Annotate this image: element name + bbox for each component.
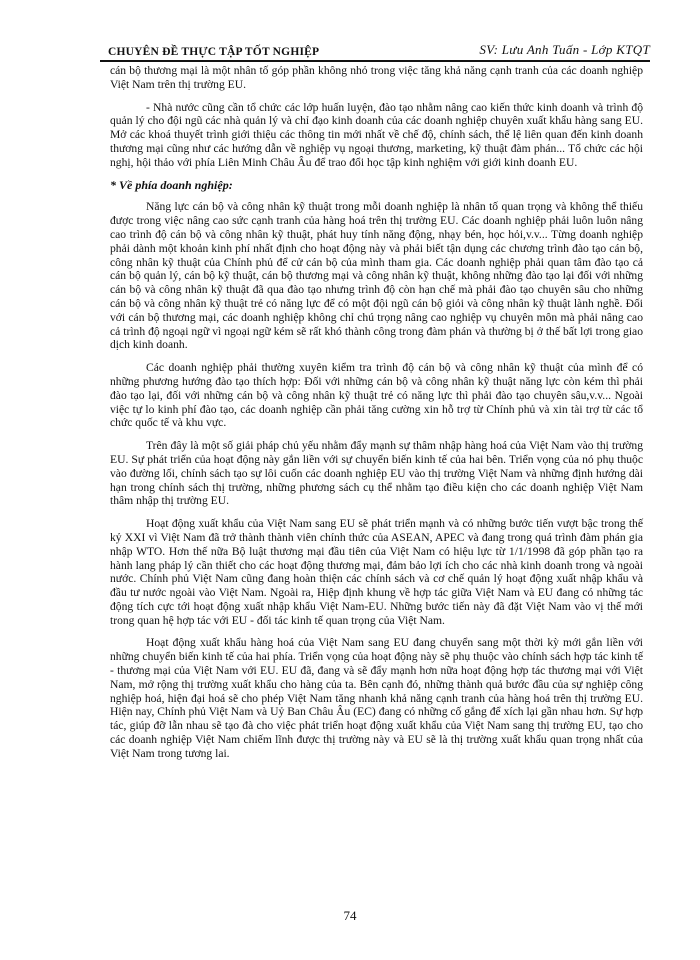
header-author: SV: Lưu Anh Tuấn - Lớp KTQT — [479, 42, 650, 57]
paragraph-4: Các doanh nghiệp phải thường xuyên kiểm tra trình độ cán bộ và công nhân kỹ thuật của mình để có những phương hướng đào tạo thích hợp: Đối với những cán bộ và công nhân kỹ thuật năng lực còn kém thì phải đào tạo lại, đối với những cán bộ và công nhân kỹ thuật trẻ có năng lực thì phải đào tạo chuyên sâu,v.v... Ngoài việc tự lo kinh phí đào tạo, các doanh nghiệp cần phải tăng cường xin hỗ trợ từ Chính phủ và xin tài trợ từ các tổ chức quốc tế và khu vực. — [110, 361, 643, 430]
paragraph-1: cán bộ thương mại là một nhân tố góp phần không nhỏ trong việc tăng khả năng cạnh tranh của các doanh nghiệp Việt Nam trên thị trường EU. — [110, 64, 643, 91]
paragraph-5: Trên đây là một số giải pháp chủ yếu nhằm đẩy mạnh sự thâm nhập hàng hoá của Việt Nam vào thị trường EU. Sự phát triển của hoạt động này gắn liền với sự chuyển biến kinh tế của hai bên. Triển vọng của nó phụ thuộc vào đường lối, chính sách tạo sự lôi cuốn các doanh nghiệp EU vào thị trường Việt Nam và những định hướng dài hạn trong chính sách thị trường, những phương sách cụ thể nhằm tạo điều kiện cho các doanh nghiệp Việt Nam thâm nhập thị trường EU. — [110, 439, 643, 508]
paragraph-2: - Nhà nước cũng cần tổ chức các lớp huấn luyện, đào tạo nhằm nâng cao kiến thức kinh doanh và trình độ quản lý cho đội ngũ các nhà quản lý và chỉ đạo kinh doanh của các doanh nghiệp chuyên xuất khẩu hàng sang EU. Mở các khoá thuyết trình giới thiệu các thông tin mới nhất về chế độ, chính sách, thể lệ liên quan đến kinh doanh thương mại cũng như các hướng dẫn về nghiệp vụ ngoại thương, marketing, kỹ thuật đàm phán... Tổ chức các hội nghị, hội thảo với phía Liên Minh Châu Âu để trao đổi học tập kinh nghiệm với giới kinh doanh EU. — [110, 100, 643, 169]
page-body — [110, 64, 643, 770]
header-title: CHUYÊN ĐỀ THỰC TẬP TỐT NGHIỆP — [108, 46, 320, 58]
page-header — [100, 38, 650, 62]
page-number: 74 — [343, 908, 357, 923]
paragraph-3: Năng lực cán bộ và công nhân kỹ thuật trong mỗi doanh nghiệp là nhân tố quan trọng và không thể thiếu được trong việc nâng cao sức cạnh tranh của hàng hoá trên thị trường EU. Các doanh nghiệp phải luôn luôn nâng cao trình độ cán bộ và công nhân kỹ thuật, phát huy tính năng động, nhạy bén, học hỏi,v.v... Từng doanh nghiệp phải dành một khoản kinh phí nhất định cho hoạt động này và phải biết tận dụng các chương trình đào tạo cán bộ, công nhân kỹ thuật của Chính phủ để cử cán bộ của mình tham gia. Các doanh nghiệp phải quan tâm đào tạo cả cán bộ quản lý, cán bộ kỹ thuật, cán bộ thương mại và công nhân kỹ thuật, không những đào tạo lại đối với những cán bộ và công nhân kỹ thuật đã qua đào tạo nhưng trình độ còn hạn chế mà phải đào tạo chuyên sâu cho những cán bộ và công nhân kỹ thuật trẻ có năng lực để có một đội ngũ cán bộ giỏi và công nhân kỹ thuật lành nghề. Đối với cán bộ thương mại, các doanh nghiệp không chỉ chú trọng nâng cao nghiệp vụ chuyên môn mà phải nâng cao cả trình độ ngoại ngữ vì ngoại ngữ kém sẽ rất khó thành công trong đàm phán và thường bị ở thế bất lợi trong giao dịch kinh doanh. — [110, 200, 643, 352]
paragraph-6: Hoạt động xuất khẩu của Việt Nam sang EU sẽ phát triển mạnh và có những bước tiến vượt bậc trong thế kỷ XXI vì Việt Nam đã trở thành thành viên chính thức của ASEAN, APEC và đang trong quá trình đàm phán gia nhập WTO. Hơn thế nữa Bộ luật thương mại đầu tiên của Việt Nam có hiệu lực từ 1/1/1998 đã góp phần tạo ra hành lang pháp lý cần thiết cho các hoạt động thương mại, đảm bảo lợi ích cho các nhà kinh doanh trong và ngoài nước. Chính phủ Việt Nam cũng đang hoàn thiện các chính sách và cơ chế quản lý hoạt động xuất nhập khẩu và đầu tư nước ngoài vào Việt Nam. Ngoài ra, Hiệp định khung về hợp tác giữa Việt Nam và EU đang có những tác động tích cực tới hoạt động xuất nhập khẩu Việt Nam-EU. Những bước tiến này đã đặt Việt Nam vào vị thế mới trong quan hệ hợp tác với EU - đối tác kinh tế quan trọng của Việt Nam. — [110, 517, 643, 627]
paragraph-7: Hoạt động xuất khẩu hàng hoá của Việt Nam sang EU đang chuyển sang một thời kỳ mới gắn liền với những chuyển biến kinh tế của hai phía. Triển vọng của hoạt động này sẽ phụ thuộc vào chính sách hợp tác kinh tế - thương mại của Việt Nam với EU. EU đã, đang và sẽ đẩy mạnh hơn nữa hoạt động hợp tác thương mại với Việt Nam, mở rộng thị trường xuất khẩu cho hàng của ta. Bên cạnh đó, những thành quả bước đầu của sự nghiệp công nghiệp hoá, hiện đại hoá sẽ cho phép Việt Nam tăng nhanh khả năng cạnh tranh của hàng hoá trên thị trường EU. Hiện nay, Chính phủ Việt Nam và Uỷ Ban Châu Âu (EC) đang có những cố gắng để xích lại gần nhau hơn. Sự hợp tác, giúp đỡ lẫn nhau sẽ tạo đà cho việc phát triển hoạt động xuất khẩu của Việt Nam sang thị trường EU, tạo cho các doanh nghiệp Việt Nam chiếm lĩnh được thị trường này và EU sẽ là thị trường xuất khẩu quan trọng nhất của Việt Nam trong tương lai. — [110, 636, 643, 760]
section-heading: * Về phía doanh nghiệp: — [110, 177, 233, 192]
